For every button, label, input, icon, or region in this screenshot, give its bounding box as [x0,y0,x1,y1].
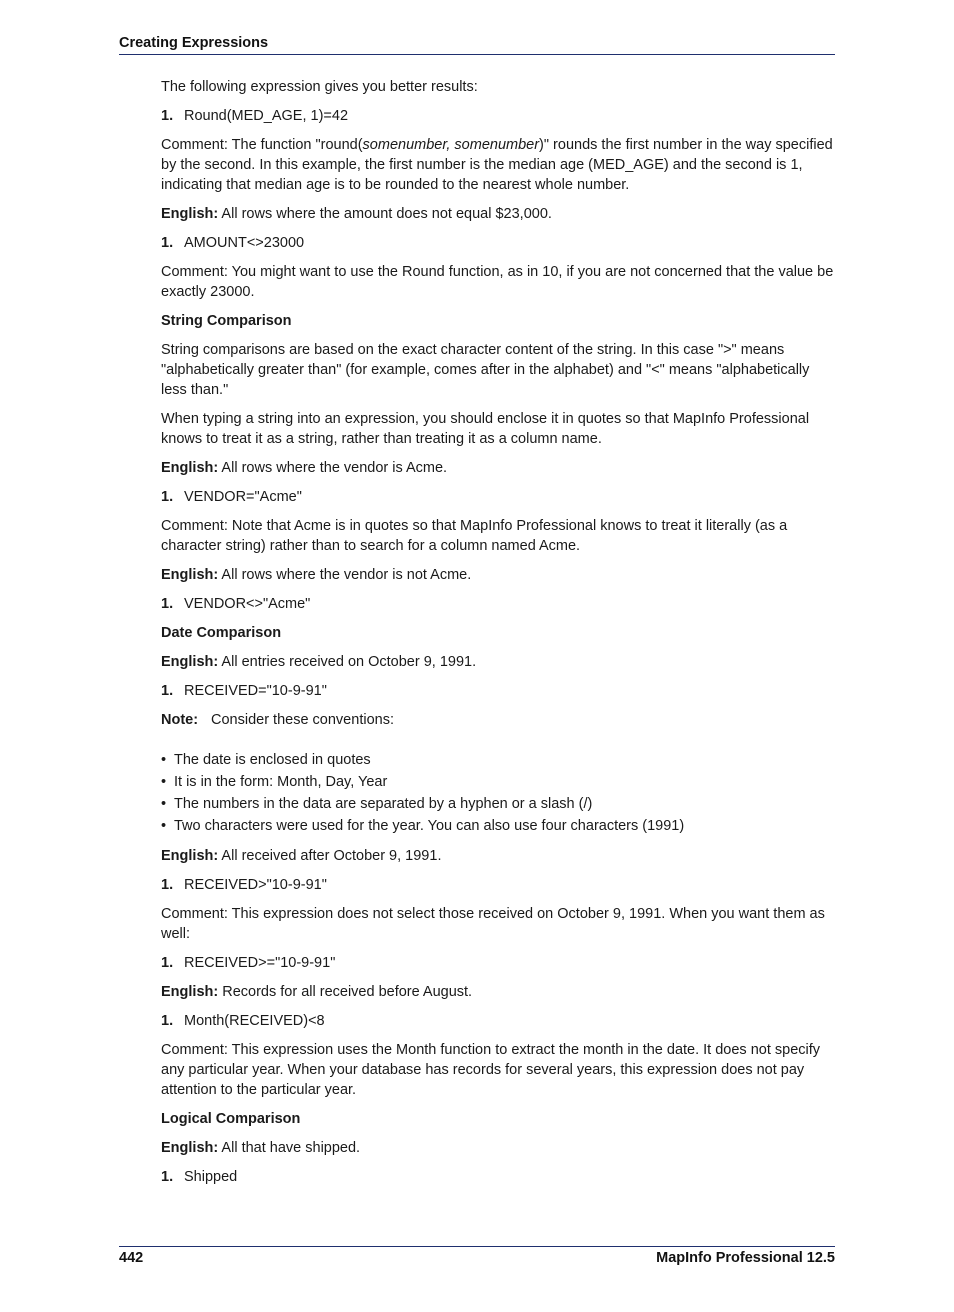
step-item [161,953,837,973]
step-text: Shipped [184,1169,238,1185]
conventions-list [161,750,837,836]
section-heading-logical: Logical Comparison [161,1111,301,1127]
list-item: • Two characters were used for the year. You can also use four characters (1991) [161,816,837,836]
step-text: VENDOR="Acme" [184,489,302,505]
step-item [161,1167,837,1187]
english-line: English: All rows where the vendor is not Acme. [161,567,472,583]
step-text: RECEIVED="10-9-91" [184,683,327,699]
step-number: 1. [161,489,174,505]
english-label: English: [161,984,219,1000]
section-heading-date: Date Comparison [161,625,282,641]
italic-args: somenumber, somenumber [362,137,540,153]
step-item [161,875,837,895]
note-text: Consider these conventions: [211,712,394,728]
step-item [161,1011,837,1031]
step-number: 1. [161,683,174,699]
english-line: English: All rows where the amount does not equal $23,000. [161,206,552,222]
step-number: 1. [161,1013,174,1029]
list-item: • The numbers in the data are separated by a hyphen or a slash (/) [161,794,837,814]
product-name: MapInfo Professional 12.5 [656,1250,835,1266]
comment-paragraph: Comment: This expression uses the Month function to extract the month in the date. It does not specify any particular year. When your database has records for several years, this expression does not pay attention to the particular year. [161,1042,821,1098]
english-label: English: [161,1140,219,1156]
paragraph: When typing a string into an expression, you should enclose it in quotes so that MapInfo Professional knows to treat it as a string, rather than treating it as a column name. [161,411,810,447]
english-line: English: All received after October 9, 1991. [161,848,442,864]
step-number: 1. [161,108,174,124]
english-label: English: [161,848,219,864]
list-item: • The date is enclosed in quotes [161,750,837,770]
step-item [161,594,837,614]
english-line: English: All entries received on October 9, 1991. [161,654,477,670]
english-line: English: All rows where the vendor is Acme. [161,460,448,476]
step-text: Round(MED_AGE, 1)=42 [184,108,349,124]
step-number: 1. [161,235,174,251]
english-line: English: Records for all received before August. [161,984,473,1000]
step-number: 1. [161,596,174,612]
running-footer [119,1246,835,1266]
comment-paragraph: Comment: The function "round(somenumber, somenumber)" rounds the first number in the way specified by the second. In this example, the first number is the median age (MED_AGE) and the second is 1, indicating that median age is to be rounded to the nearest whole number. [161,137,833,193]
english-label: English: [161,654,219,670]
list-item: • It is in the form: Month, Day, Year [161,772,837,792]
step-number: 1. [161,955,174,971]
step-item [161,487,837,507]
comment-paragraph: Comment: You might want to use the Round function, as in 10, if you are not concerned that the value be exactly 23000. [161,264,834,300]
header-title: Creating Expressions [119,35,269,51]
page-body [161,77,837,1196]
step-item [161,681,837,701]
paragraph: The following expression gives you better results: [161,79,478,95]
paragraph: String comparisons are based on the exact character content of the string. In this case ">" means "alphabetically greater than" (for example, comes after in the alphabet) and "<" means "alphabetically less than." [161,342,810,398]
step-item [161,233,837,253]
comment-paragraph: Comment: Note that Acme is in quotes so that MapInfo Professional knows to treat it literally (as a character string) rather than to search for a column named Acme. [161,518,788,554]
step-text: RECEIVED>"10-9-91" [184,877,327,893]
step-text: Month(RECEIVED)<8 [184,1013,325,1029]
step-item [161,106,837,126]
page-number: 442 [119,1250,144,1266]
english-label: English: [161,206,219,222]
note-label: Note: [161,712,199,728]
running-header [119,35,835,55]
english-label: English: [161,460,219,476]
note-block [161,710,837,730]
step-text: VENDOR<>"Acme" [184,596,311,612]
comment-paragraph: Comment: This expression does not select those received on October 9, 1991. When you want them as well: [161,906,825,942]
step-number: 1. [161,1169,174,1185]
step-text: RECEIVED>="10-9-91" [184,955,336,971]
section-heading-string: String Comparison [161,313,292,329]
step-text: AMOUNT<>23000 [184,235,305,251]
english-label: English: [161,567,219,583]
step-number: 1. [161,877,174,893]
english-line: English: All that have shipped. [161,1140,361,1156]
